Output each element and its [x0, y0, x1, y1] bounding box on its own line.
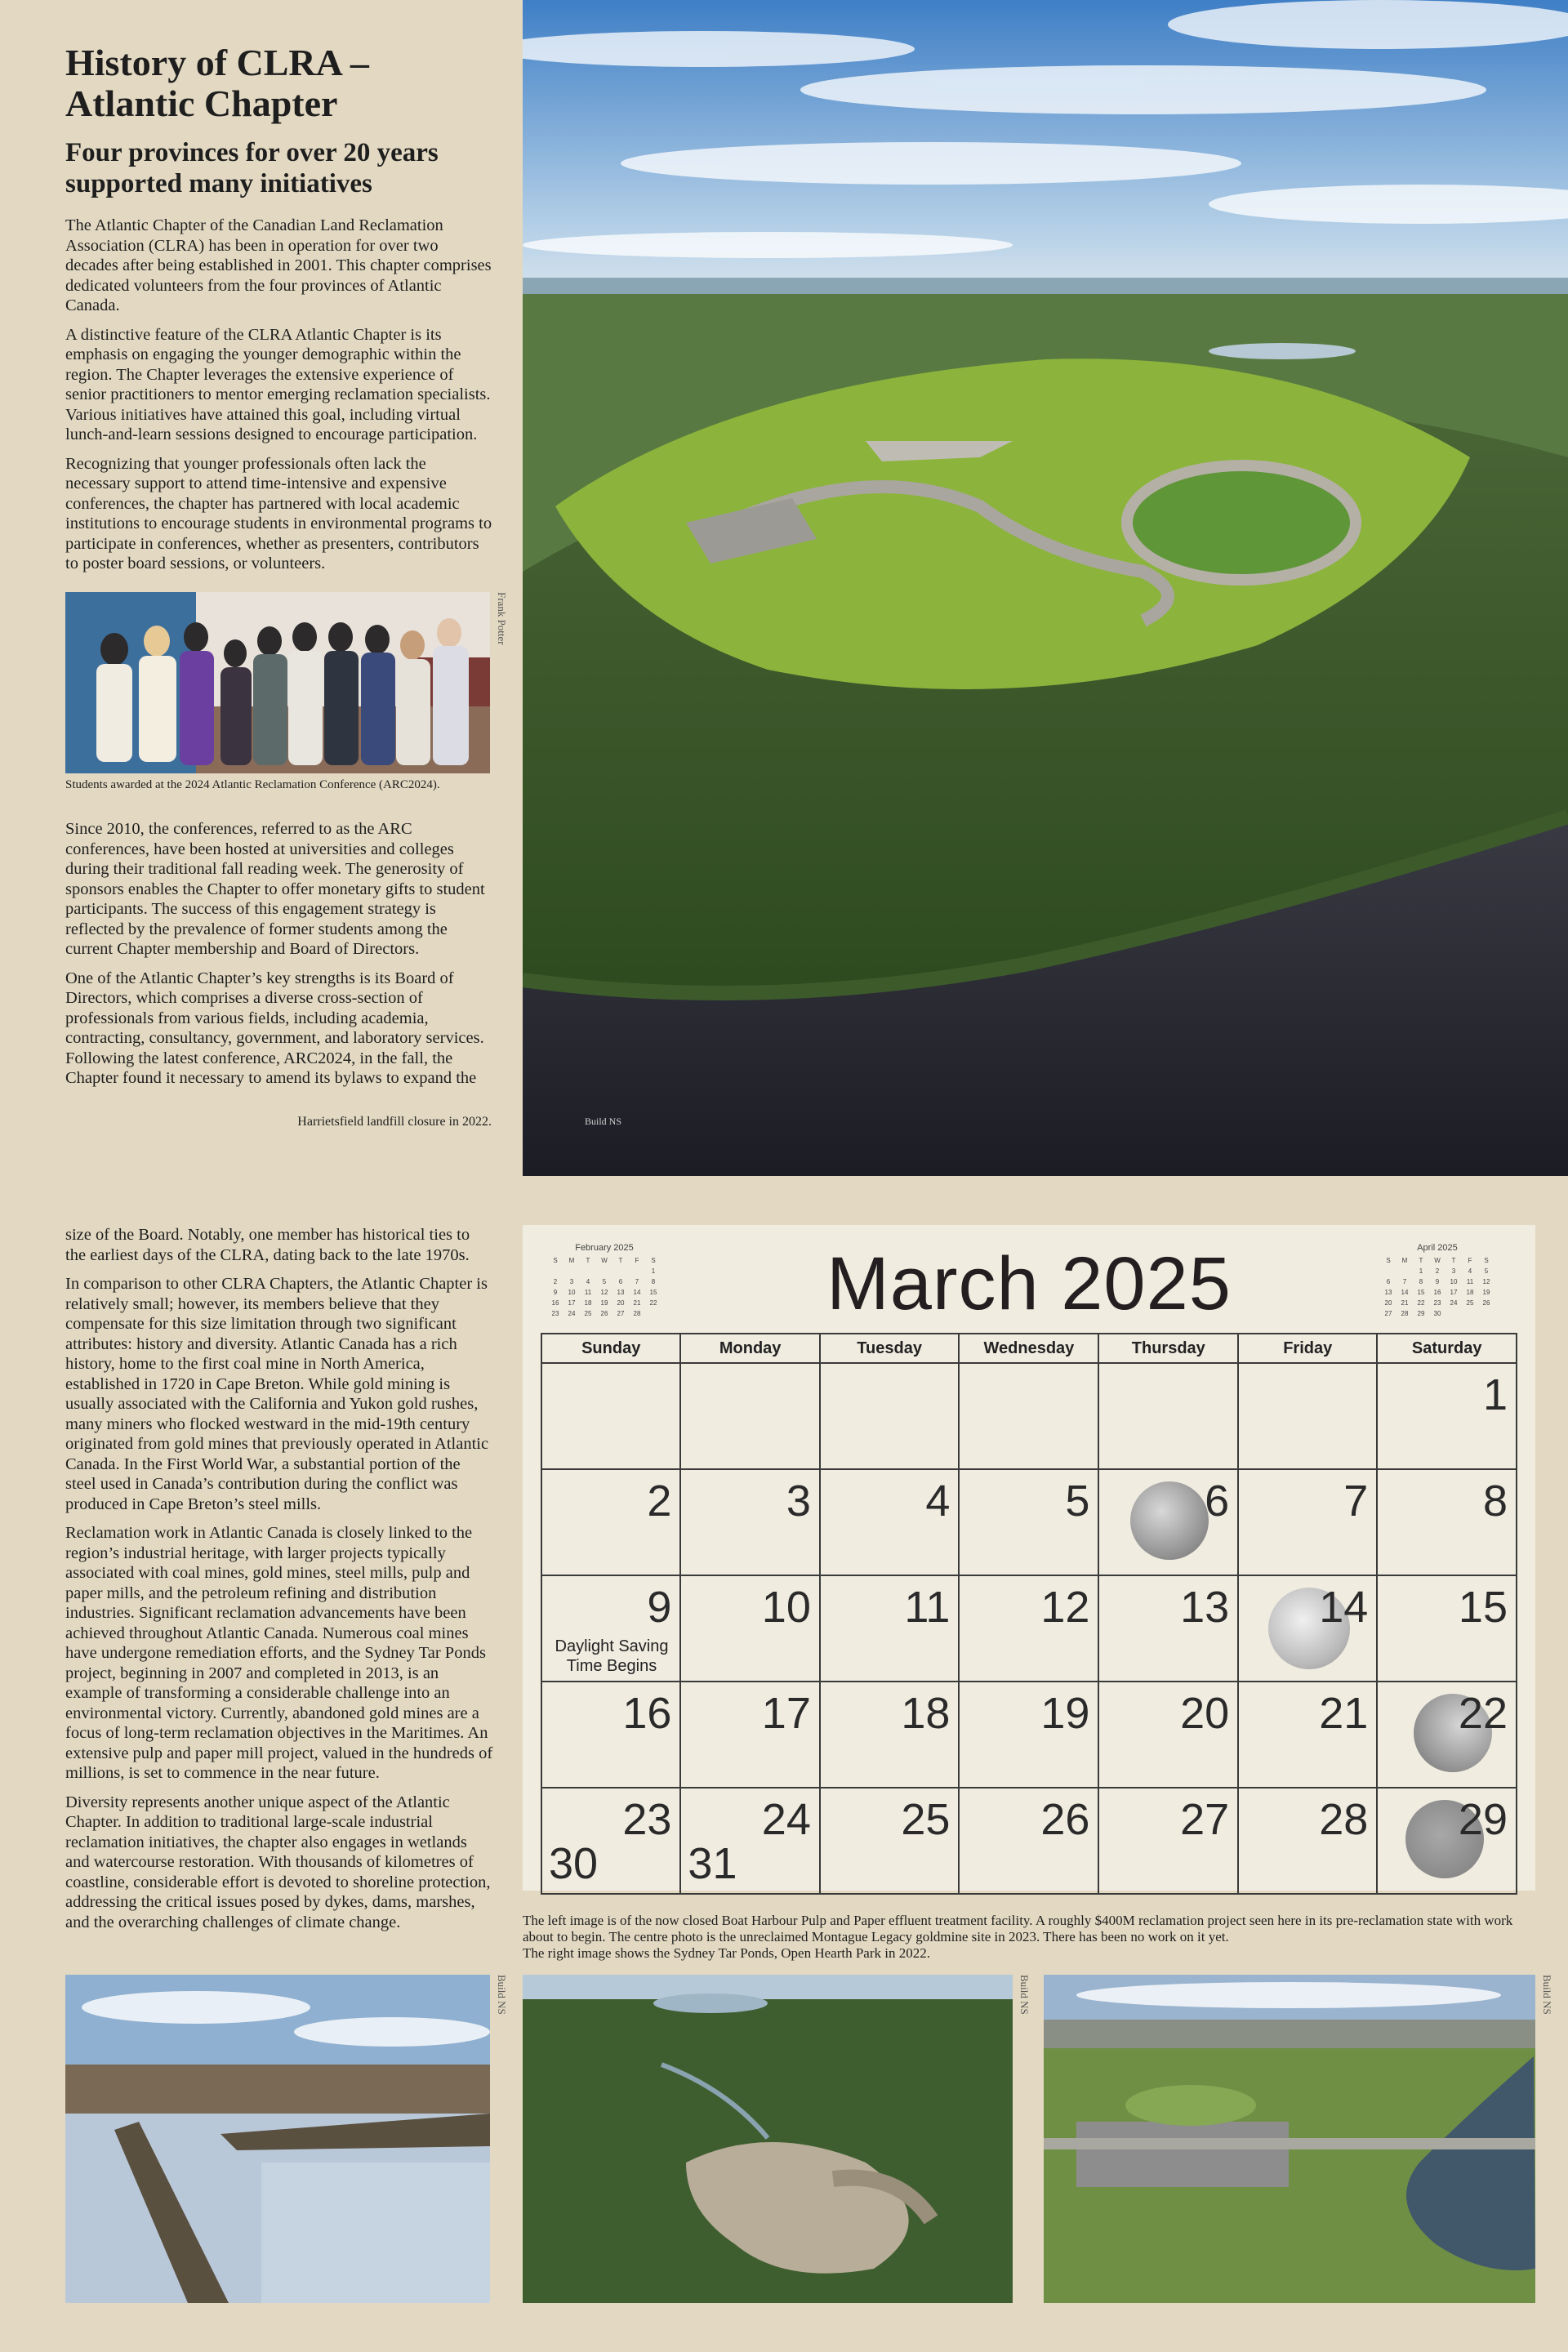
day-cell — [820, 1363, 960, 1469]
day-cell — [541, 1575, 680, 1682]
day-number: 7 — [1343, 1477, 1369, 1526]
mini-day: 27 — [1384, 1310, 1392, 1317]
mini-day: 24 — [568, 1310, 576, 1317]
mini-day: 9 — [553, 1289, 558, 1296]
mini-day: 4 — [586, 1278, 590, 1285]
mini-day: 8 — [651, 1278, 656, 1285]
center-photo-credit: Build NS — [1018, 1975, 1031, 2015]
mini-day: 20 — [1384, 1299, 1392, 1307]
daylight-saving-note: Daylight Saving Time Begins — [555, 1637, 669, 1675]
mini-day: 29 — [1417, 1310, 1425, 1317]
mini-day: 1 — [1419, 1267, 1423, 1275]
day-cell — [680, 1682, 819, 1788]
mini-day-head: T — [1419, 1257, 1423, 1264]
mini-calendar-april — [1380, 1243, 1494, 1319]
students-group-photo — [65, 592, 490, 773]
day-cell — [541, 1788, 680, 1894]
day-cell — [541, 1363, 680, 1469]
mini-day: 25 — [584, 1310, 592, 1317]
mini-day: 22 — [649, 1299, 657, 1307]
day-cell — [959, 1682, 1098, 1788]
mini-day: 26 — [600, 1310, 608, 1317]
mini-day: 11 — [584, 1289, 592, 1296]
main-photo-caption: Harrietsfield landfill closure in 2022. — [297, 1115, 492, 1129]
day-number: 24 — [761, 1795, 811, 1844]
day-cell — [959, 1469, 1098, 1575]
day-number: 18 — [901, 1689, 951, 1738]
mini-day: 2 — [1435, 1267, 1440, 1275]
mini-day — [1380, 1266, 1396, 1276]
day-number: 27 — [1180, 1795, 1230, 1844]
day-cell — [820, 1575, 960, 1682]
day-number: 31 — [688, 1839, 737, 1888]
day-number: 8 — [1482, 1477, 1508, 1526]
paragraph: A distinctive feature of the CLRA Atlantic Chapter is its emphasis on engaging the younger demographic within the region. The Chapter leverages the extensive experience of senior practitioners to mentor emerging reclamation specialists. Various initiatives have attained this goal, including virtual lunch-and-learn sessions designed to encourage participation. — [65, 325, 491, 443]
mini-day: 6 — [618, 1278, 623, 1285]
mini-day: 19 — [600, 1299, 608, 1307]
day-cell — [1098, 1788, 1238, 1894]
mini-day: 7 — [635, 1278, 639, 1285]
mini-day: 26 — [1482, 1299, 1490, 1307]
mini-day: 16 — [1433, 1289, 1441, 1296]
mini-day: 22 — [1417, 1299, 1425, 1307]
mini-day: 14 — [1401, 1289, 1409, 1296]
mini-calendar-title: February 2025 — [575, 1243, 634, 1253]
students-photo-credit: Frank Potter — [496, 592, 508, 645]
day-cell — [680, 1469, 819, 1575]
mini-day: 6 — [1386, 1278, 1391, 1285]
mini-day-head: T — [586, 1257, 590, 1264]
article-column-bottom — [65, 1225, 494, 1941]
mini-day-head: S — [553, 1257, 558, 1264]
mini-day: 23 — [551, 1310, 559, 1317]
day-number: 28 — [1319, 1795, 1369, 1844]
mini-day — [1462, 1308, 1478, 1319]
calendar-title: March 2025 — [826, 1242, 1232, 1325]
day-number: 14 — [1319, 1583, 1369, 1632]
mini-day: 28 — [1401, 1310, 1409, 1317]
day-cell — [820, 1469, 960, 1575]
mini-day-head: M — [1401, 1257, 1408, 1264]
day-number: 16 — [622, 1689, 672, 1738]
day-cell — [680, 1575, 819, 1682]
mini-day-head: W — [601, 1257, 608, 1264]
mini-day: 19 — [1482, 1289, 1490, 1296]
mini-day: 21 — [633, 1299, 641, 1307]
mini-day: 10 — [1450, 1278, 1458, 1285]
day-cell — [680, 1363, 819, 1469]
harrietsfield-aerial-photo — [523, 0, 1568, 1176]
sydney-tar-ponds-photo — [1044, 1975, 1535, 2303]
mini-day: 9 — [1435, 1278, 1440, 1285]
day-cell — [1098, 1682, 1238, 1788]
mini-day: 5 — [602, 1278, 607, 1285]
weekday-header: Friday — [1238, 1334, 1377, 1363]
mini-day-head: S — [1386, 1257, 1391, 1264]
mini-day: 4 — [1468, 1267, 1472, 1275]
day-cell — [1377, 1682, 1517, 1788]
mini-day: 25 — [1466, 1299, 1474, 1307]
paragraph: Reclamation work in Atlantic Canada is closely linked to the region’s industrial heritage, with larger projects typically associated with coal mines, gold mines, steel mills, pulp and paper mills, and the petroleum refining and distribution industries. Significant reclamation advancements have been achieved throughout Atlantic Canada. Numerous coal mines have undergone remediation efforts, and the Sydney Tar Ponds project, beginning in 2007 and completed in 2013, is an example of transforming a considerable challenge into an environmental victory. Currently, abandoned gold mines are a focus of long-term reclamation objectives in the Maritimes. An extensive pulp and paper mill project, valued in the hundreds of millions, is set to commence in the near future. — [65, 1524, 493, 1782]
day-number: 26 — [1040, 1795, 1090, 1844]
day-cell — [541, 1469, 680, 1575]
day-number: 23 — [622, 1795, 672, 1844]
mini-day: 27 — [617, 1310, 625, 1317]
calendar-photos-caption — [523, 1913, 1539, 1962]
article-column-top — [65, 216, 494, 583]
day-number: 29 — [1458, 1795, 1508, 1844]
mini-day: 23 — [1433, 1299, 1441, 1307]
paragraph: One of the Atlantic Chapter’s key strengths is its Board of Directors, which comprises a diverse cross-section of professionals from various fields, including academia, contracting, consultancy, government, and laboratory services. Following the latest conference, ARC2024, in the fall, the Chapter found it necessary to amend its bylaws to expand the — [65, 969, 484, 1087]
mini-day: 2 — [553, 1278, 558, 1285]
day-cell — [1377, 1788, 1517, 1894]
left-photo-credit: Build NS — [496, 1975, 508, 2015]
mini-day: 3 — [1451, 1267, 1456, 1275]
day-number: 21 — [1319, 1689, 1369, 1738]
day-cell — [1238, 1682, 1377, 1788]
article-subtitle: Four provinces for over 20 years supported many initiatives — [65, 138, 439, 198]
mini-day: 14 — [633, 1289, 641, 1296]
weekday-header: Monday — [680, 1334, 819, 1363]
main-photo-credit: Build NS — [585, 1116, 622, 1127]
mini-day: 30 — [1433, 1310, 1441, 1317]
paragraph: The Atlantic Chapter of the Canadian Land Reclamation Association (CLRA) has been in operation for over two decades after being established in 2001. This chapter comprises dedicated volunteers from the four provinces of Atlantic Canada. — [65, 216, 492, 314]
mini-calendar-title: April 2025 — [1417, 1243, 1458, 1253]
day-cell — [959, 1363, 1098, 1469]
mini-day: 18 — [584, 1299, 592, 1307]
day-cell — [1098, 1575, 1238, 1682]
weekday-header: Thursday — [1098, 1334, 1238, 1363]
day-cell — [1377, 1575, 1517, 1682]
mini-day — [1396, 1266, 1413, 1276]
mini-day-head: W — [1434, 1257, 1441, 1264]
mini-day: 1 — [651, 1267, 656, 1275]
weekday-header: Sunday — [541, 1334, 680, 1363]
mini-day: 20 — [617, 1299, 625, 1307]
day-cell — [1238, 1469, 1377, 1575]
mini-day: 15 — [649, 1289, 657, 1296]
day-number: 12 — [1040, 1583, 1090, 1632]
article-title: History of CLRA – Atlantic Chapter — [65, 42, 369, 124]
weekday-header: Wednesday — [959, 1334, 1098, 1363]
mini-day: 17 — [1450, 1289, 1458, 1296]
mini-day: 3 — [569, 1278, 574, 1285]
calendar-march-2025 — [523, 1225, 1535, 1891]
mini-day: 18 — [1466, 1289, 1474, 1296]
mini-day-head: T — [618, 1257, 623, 1264]
montague-goldmine-photo — [523, 1975, 1013, 2303]
day-cell — [680, 1788, 819, 1894]
day-number: 3 — [786, 1477, 811, 1526]
day-number: 1 — [1482, 1370, 1508, 1419]
caption-line: The left image is of the now closed Boat Harbour Pulp and Paper effluent treatment facility. A roughly $400M reclamation project seen here in its pre-reclamation state with work about to begin. The centre photo is the unreclaimed Montague Legacy goldmine site in 2023. There has been no work on it yet. — [523, 1913, 1513, 1944]
mini-day: 11 — [1466, 1278, 1474, 1285]
day-cell — [1098, 1469, 1238, 1575]
day-cell — [959, 1788, 1098, 1894]
mini-day: 16 — [551, 1299, 559, 1307]
day-number: 19 — [1040, 1689, 1090, 1738]
mini-day-head: S — [651, 1257, 656, 1264]
day-number: 22 — [1458, 1689, 1508, 1738]
mini-day: 12 — [600, 1289, 608, 1296]
weekday-header: Saturday — [1377, 1334, 1517, 1363]
day-number: 13 — [1180, 1583, 1230, 1632]
day-number: 15 — [1458, 1583, 1508, 1632]
right-photo-credit: Build NS — [1541, 1975, 1553, 2015]
paragraph: Since 2010, the conferences, referred to as the ARC conferences, have been hosted at universities and colleges during their traditional fall reading week. The generosity of sponsors enables the Chapter to offer monetary gifts to student participants. The success of this engagement strategy is reflected by the prevalence of former students among the current Chapter membership and Board of Directors. — [65, 820, 485, 958]
paragraph: Recognizing that younger professionals often lack the necessary support to attend time-intensive and expensive conferences, the chapter has partnered with local academic institutions to encourage students in environmental programs to participate in conferences, whether as presenters, contributors to poster board sessions, or volunteers. — [65, 454, 492, 572]
mini-day-head: F — [1468, 1257, 1472, 1264]
article-column-mid — [65, 819, 494, 1098]
paragraph: size of the Board. Notably, one member has historical ties to the earliest days of the CLRA, dating back to the late 1970s. — [65, 1226, 470, 1264]
mini-day: 7 — [1402, 1278, 1407, 1285]
day-number: 5 — [1065, 1477, 1090, 1526]
students-photo-caption: Students awarded at the 2024 Atlantic Reclamation Conference (ARC2024). — [65, 778, 440, 791]
mini-day: 21 — [1401, 1299, 1409, 1307]
day-number: 17 — [761, 1689, 811, 1738]
day-cell — [541, 1682, 680, 1788]
mini-day: 28 — [633, 1310, 641, 1317]
day-cell — [1377, 1469, 1517, 1575]
mini-day-head: M — [568, 1257, 575, 1264]
mini-day: 13 — [1384, 1289, 1392, 1296]
boat-harbour-photo — [65, 1975, 490, 2303]
day-number: 6 — [1205, 1477, 1230, 1526]
mini-day — [1478, 1308, 1494, 1319]
day-cell — [1238, 1575, 1377, 1682]
day-cell — [820, 1788, 960, 1894]
calendar-grid — [541, 1333, 1517, 1895]
mini-day: 5 — [1484, 1267, 1489, 1275]
weekday-header: Tuesday — [820, 1334, 960, 1363]
day-number: 2 — [647, 1477, 672, 1526]
day-cell — [1238, 1788, 1377, 1894]
day-cell — [959, 1575, 1098, 1682]
mini-day: 8 — [1419, 1278, 1423, 1285]
day-number: 20 — [1180, 1689, 1230, 1738]
day-number: 11 — [904, 1583, 951, 1632]
first-quarter-moon-icon — [1130, 1481, 1209, 1560]
day-number: 9 — [647, 1583, 672, 1632]
day-number: 10 — [761, 1583, 811, 1632]
paragraph: In comparison to other CLRA Chapters, the Atlantic Chapter is relatively small; however, its members believe that they compensate for this size limitation through two significant attributes: history and diversity. Atlantic Canada has a rich history, home to the first coal mine in North America, established in 1720 in Cape Breton. While gold mining is usually associated with the California and Yukon gold rushes, many miners who flocked westward in the mid-19th century originated from gold mines that previously operated in Atlantic Canada. In the First World War, a substantial portion of the steel used in Canada’s contribution during the conflict was produced in Cape Breton’s steel mills. — [65, 1275, 489, 1513]
day-cell — [1377, 1363, 1517, 1469]
day-number: 25 — [901, 1795, 951, 1844]
mini-day: 10 — [568, 1289, 576, 1296]
day-cell — [1098, 1363, 1238, 1469]
paragraph: Diversity represents another unique aspect of the Atlantic Chapter. In addition to traditional large-scale industrial reclamation initiatives, the chapter also engages in wetlands and watercourse restoration. With thousands of kilometres of coastline, considerable effort is devoted to shoreline protection, addressing the critical issues posed by dykes, dams, marshes, and the overarching challenges of climate change. — [65, 1793, 491, 1931]
caption-line: The right image shows the Sydney Tar Ponds, Open Hearth Park in 2022. — [523, 1945, 930, 1961]
day-number: 30 — [549, 1839, 599, 1888]
mini-day: 13 — [617, 1289, 625, 1296]
day-cell — [1238, 1363, 1377, 1469]
mini-day-head: T — [1451, 1257, 1456, 1264]
mini-day: 17 — [568, 1299, 576, 1307]
day-number: 4 — [925, 1477, 951, 1526]
mini-day: 12 — [1482, 1278, 1490, 1285]
mini-day: 15 — [1417, 1289, 1425, 1296]
mini-day-head: S — [1484, 1257, 1489, 1264]
day-cell — [820, 1682, 960, 1788]
mini-day — [1446, 1308, 1462, 1319]
mini-day-head: F — [635, 1257, 639, 1264]
mini-day: 24 — [1450, 1299, 1458, 1307]
